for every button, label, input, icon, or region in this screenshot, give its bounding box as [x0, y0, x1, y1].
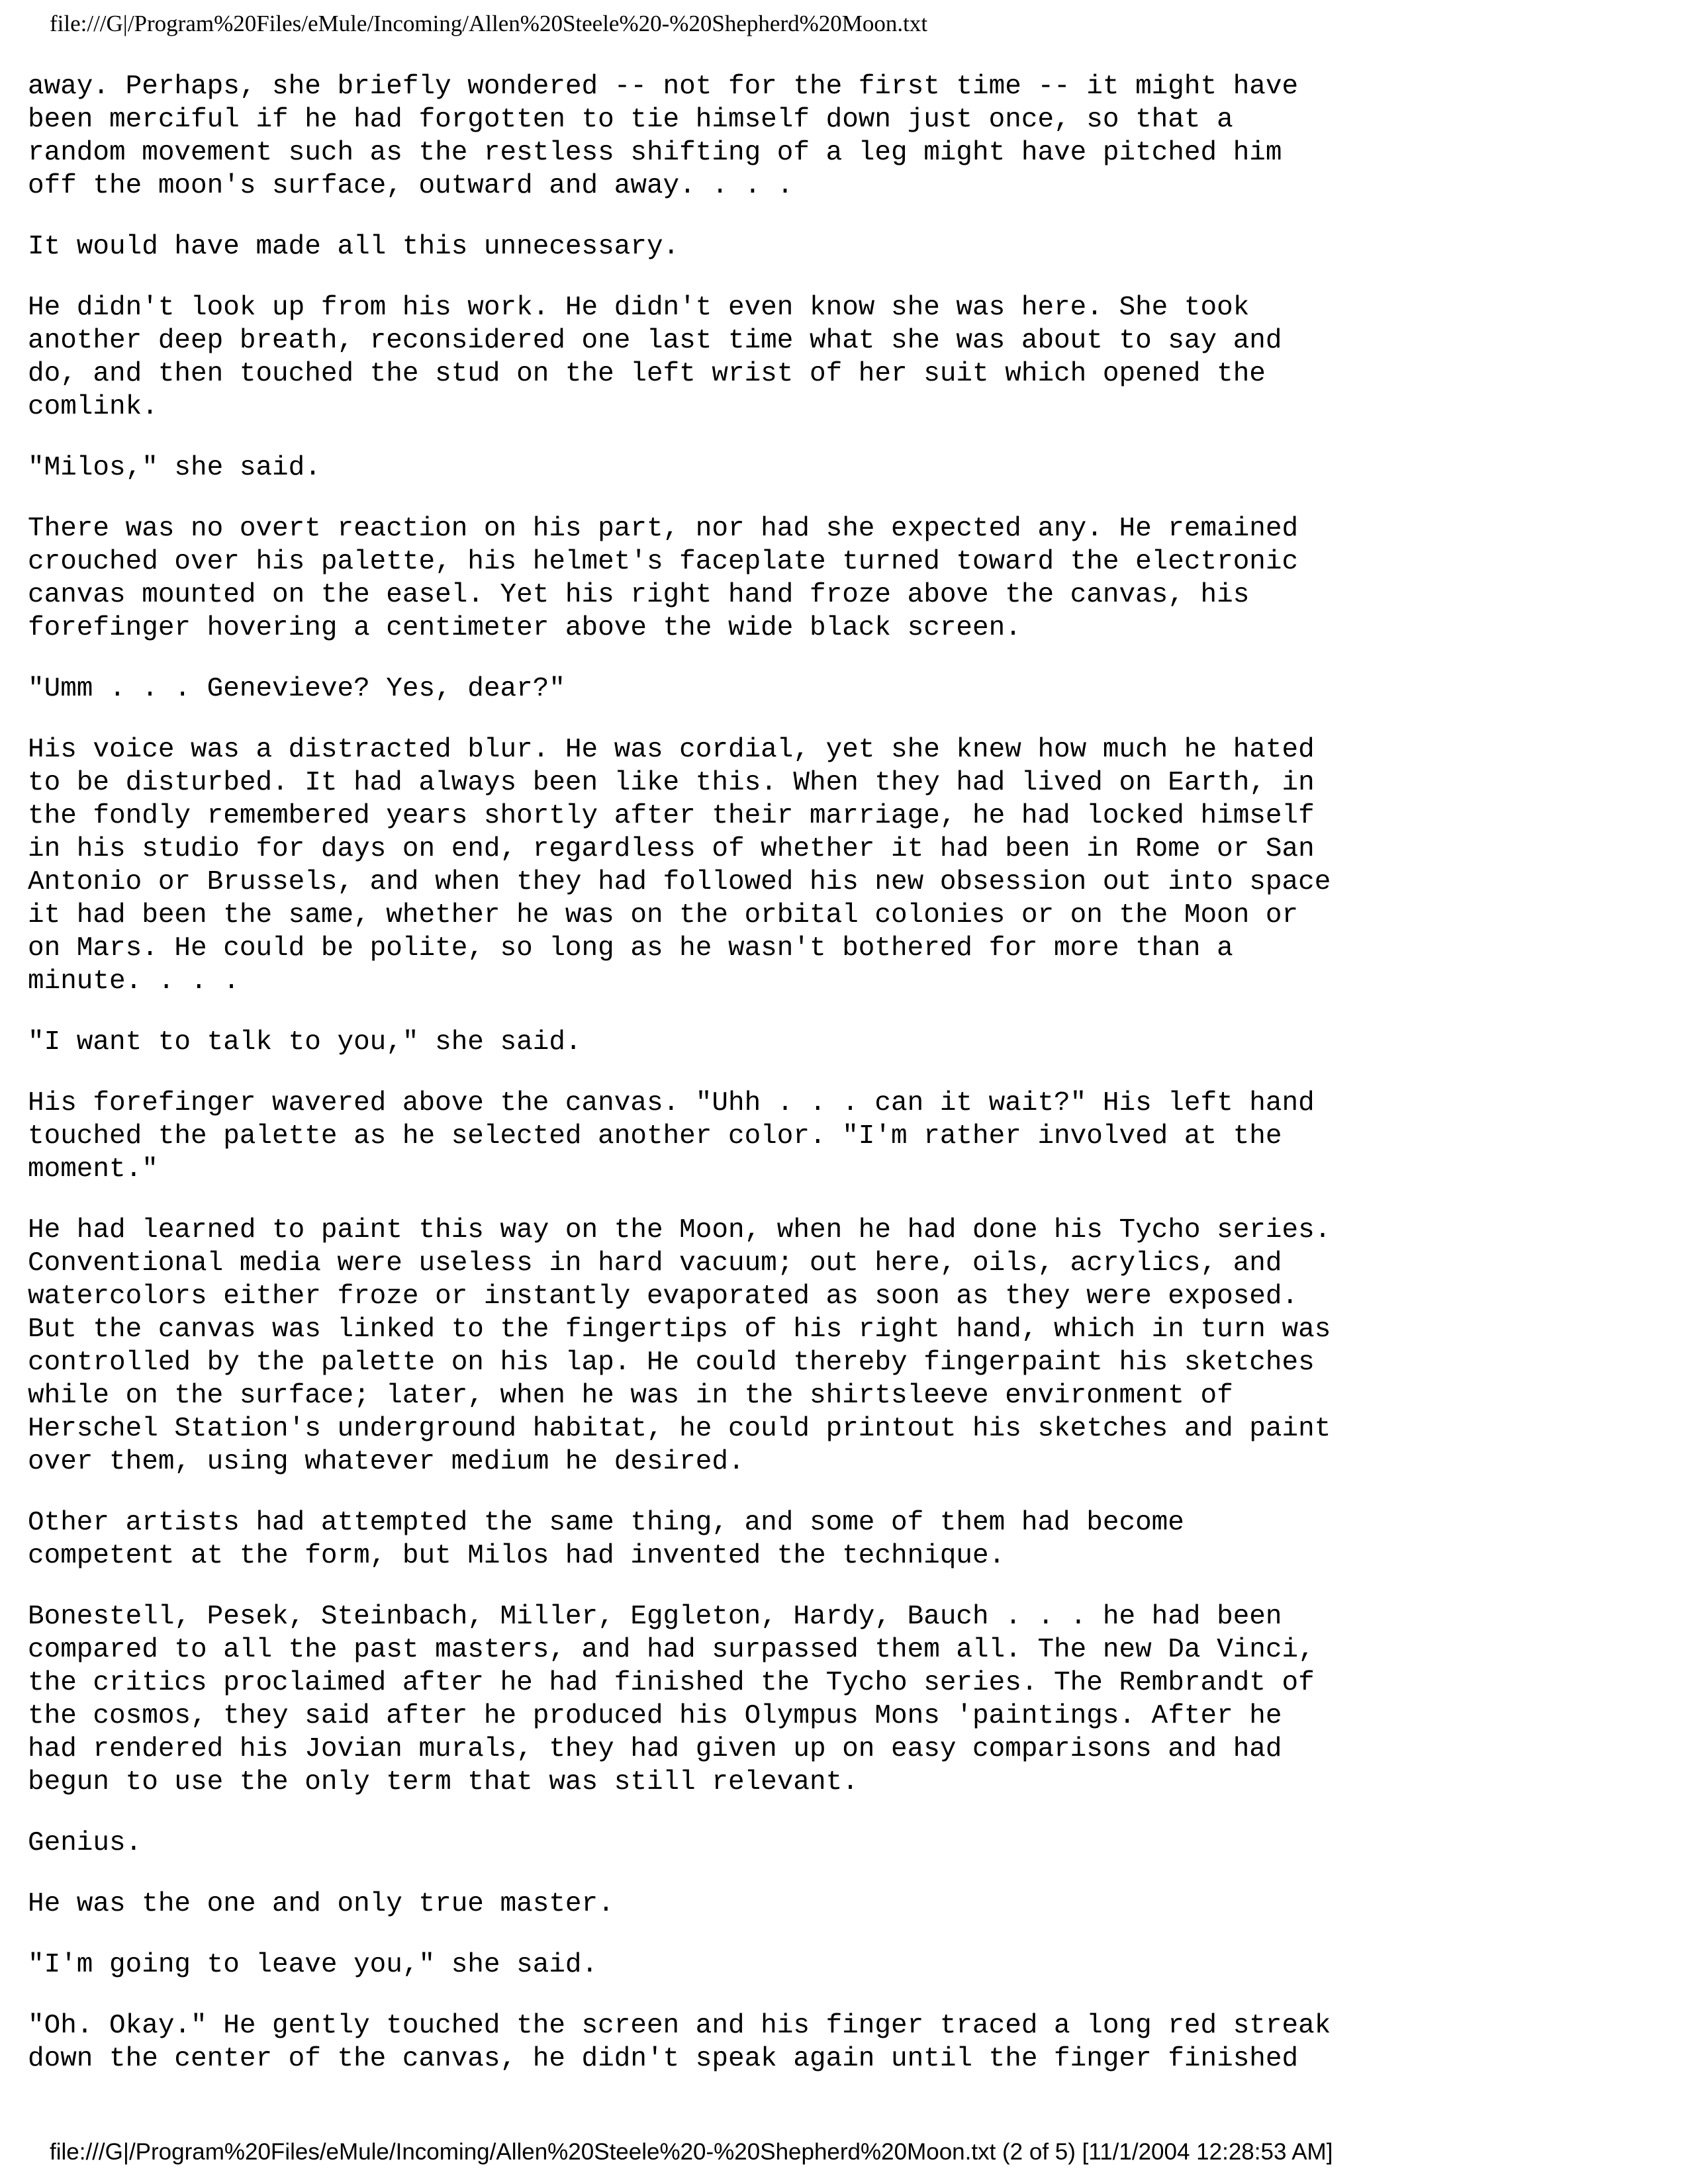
paragraph-2: It would have made all this unnecessary. [28, 232, 680, 262]
paragraph-15: "I'm going to leave you," she said. [28, 1950, 598, 1980]
paragraph-16: "Oh. Okay." He gently touched the screen and his finger traced a long red streak down the center of the canvas, he didn't speak again until the finger finished [28, 2011, 1331, 2074]
paragraph-12: Bonestell, Pesek, Steinbach, Miller, Eggleton, Hardy, Bauch . . . he had been compared to all the past masters, and had surpassed them all. The new Da Vinci, the critics proclaimed after he had finished the Tycho series. The Rembrandt of the cosmos, they said after he produced his Olympus Mons 'paintings. After he had rendered his Jovian murals, they had given up on easy comparisons and had begun to use the only term that was still relevant. [28, 1602, 1315, 1797]
paragraph-3: He didn't look up from his work. He didn't even know she was here. She took another deep breath, reconsidered one last time what she was about to say and do, and then touched the stud on the left wrist of her suit which opened the comlink. [28, 293, 1282, 422]
header-file-path: file:///G|/Program%20Files/eMule/Incoming/Allen%20Steele%20-%20Shepherd%20Moon.txt [50, 11, 928, 36]
paragraph-8: "I want to talk to you," she said. [28, 1027, 582, 1058]
paragraph-9: His forefinger wavered above the canvas. "Uhh . . . can it wait?" His left hand touched the palette as he selected another color. "I'm rather involved at the moment." [28, 1088, 1315, 1185]
paragraph-10: He had learned to paint this way on the Moon, when he had done his Tycho series. Conventional media were useless in hard vacuum; out here, oils, acrylics, and watercolors either froze or instantly evaporated as soon as they were exposed. But the canvas was linked to the fingertips of his right hand, which in turn was controlled by the palette on his lap. He could thereby fingerpaint his sketches while on the surface; later, when he was in the shirtsleeve environment of Herschel Station's underground habitat, he could printout his sketches and paint over them, using whatever medium he desired. [28, 1215, 1331, 1477]
footer-file-info: file:///G|/Program%20Files/eMule/Incoming/Allen%20Steele%20-%20Shepherd%20Moon.txt (2 of 5) [11/1/2004 12:28:53 AM] [50, 2139, 1333, 2165]
paragraph-6: "Umm . . . Genevieve? Yes, dear?" [28, 674, 565, 704]
paragraph-11: Other artists had attempted the same thing, and some of them had become competent at the form, but Milos had invented the technique. [28, 1508, 1184, 1571]
paragraph-14: He was the one and only true master. [28, 1889, 614, 1919]
paragraph-5: There was no overt reaction on his part, nor had she expected any. He remained crouched over his palette, his helmet's faceplate turned toward the electronic canvas mounted on the easel. Yet his right hand froze above the canvas, his forefinger hovering a centimeter above the wide black screen. [28, 514, 1299, 643]
paragraph-13: Genius. [28, 1828, 142, 1858]
paragraph-7: His voice was a distracted blur. He was cordial, yet she knew how much he hated to be disturbed. It had always been like this. When they had lived on Earth, in the fondly remembered years shortly after their marriage, he had locked himself in his studio for days on end, regardless of whether it had been in Rome or San Antonio or Brussels, and when they had followed his new obsession out into space it had been the same, whether he was on the orbital colonies or on the Moon or on Mars. He could be polite, so long as he wasn't bothered for more than a minute. . . . [28, 735, 1331, 997]
document-body [28, 70, 1656, 2103]
paragraph-1: away. Perhaps, she briefly wondered -- not for the first time -- it might have been merciful if he had forgotten to tie himself down just once, so that a random movement such as the restless shifting of a leg might have pitched him off the moon's surface, outward and away. . . . [28, 71, 1299, 201]
paragraph-4: "Milos," she said. [28, 453, 321, 483]
